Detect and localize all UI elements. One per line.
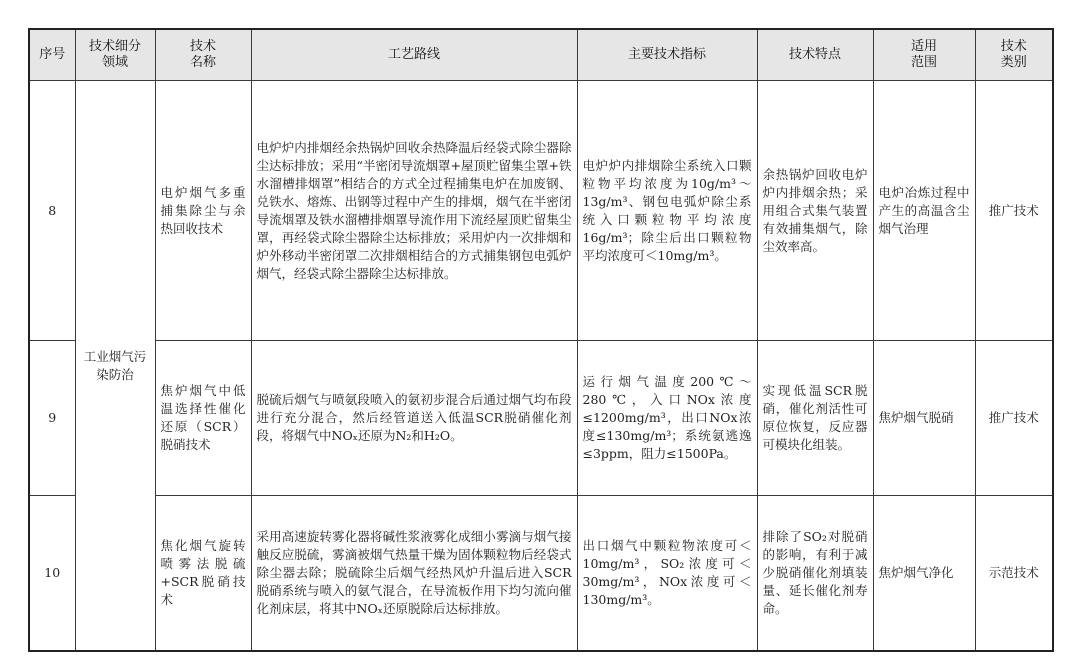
header-scope: 适用 范围 [873, 29, 975, 81]
cell-route: 采用高速旋转雾化器将碱性浆液雾化成细小雾滴与烟气接触反应脱硫，雾滴被烟气热量干燥为固体颗粒物后经袋式除尘器去除；脱硫除尘后烟气经热风炉升温后进入SCR脱硝系统与喷入的氨气混合，在导流板作用下均匀流向催化剂床层，将其中NOₓ还原脱除后达标排放。 [251, 496, 577, 652]
header-domain: 技术细分 领域 [75, 29, 155, 81]
cell-scope: 电炉冶炼过程中产生的高温含尘烟气治理 [873, 81, 975, 341]
cell-domain: 工业烟气污染防治 [75, 81, 155, 652]
cell-features: 排除了SO₂对脱硝的影响，有利于减少脱硝催化剂填装量、延长催化剂寿命。 [757, 496, 873, 652]
technology-table [28, 28, 1054, 652]
cell-seq: 9 [29, 341, 75, 496]
cell-type: 示范技术 [975, 496, 1053, 652]
cell-features: 实现低温SCR脱硝，催化剂活性可原位恢复，反应器可模块化组装。 [757, 341, 873, 496]
cell-indicators: 电炉炉内排烟除尘系统入口颗粒物平均浓度为10g/m³～13g/m³、钢包电弧炉除尘系统入口颗粒物平均浓度16g/m³；除尘后出口颗粒物平均浓度可＜10mg/m³。 [577, 81, 757, 341]
cell-scope: 焦炉烟气净化 [873, 496, 975, 652]
cell-seq: 10 [29, 496, 75, 652]
header-route: 工艺路线 [251, 29, 577, 81]
header-features: 技术特点 [757, 29, 873, 81]
header-type: 技术 类别 [975, 29, 1053, 81]
cell-indicators: 运行烟气温度200℃～280℃，入口NOx浓度≤1200mg/m³，出口NOx浓度≤130mg/m³；系统氨逃逸≤3ppm，阻力≤1500Pa。 [577, 341, 757, 496]
table-row [29, 496, 1053, 652]
cell-type: 推广技术 [975, 81, 1053, 341]
cell-name: 焦炉烟气中低温选择性催化还原（SCR）脱硝技术 [155, 341, 251, 496]
cell-name: 焦化烟气旋转喷雾法脱硫+SCR脱硝技术 [155, 496, 251, 652]
cell-indicators: 出口烟气中颗粒物浓度可＜10mg/m³，SO₂浓度可＜30mg/m³，NOx浓度可＜130mg/m³。 [577, 496, 757, 652]
cell-name: 电炉烟气多重捕集除尘与余热回收技术 [155, 81, 251, 341]
header-indicators: 主要技术指标 [577, 29, 757, 81]
cell-route: 电炉炉内排烟经余热锅炉回收余热降温后经袋式除尘器除尘达标排放；采用“半密闭导流烟罩+屋顶贮留集尘罩+铁水溜槽排烟罩”相结合的方式全过程捕集电炉在加废钢、兑铁水、熔炼、出钢等过程中产生的排烟，烟气在半密闭导流烟罩及铁水溜槽排烟罩导流作用下流经屋顶贮留集尘罩，再经袋式除尘器除尘达标排放；采用炉内一次排烟和炉外移动半密闭罩二次排烟相结合的方式捕集钢包电弧炉烟气，经袋式除尘器除尘达标排放。 [251, 81, 577, 341]
table-row [29, 341, 1053, 496]
cell-route: 脱硫后烟气与喷氨段喷入的氨初步混合后通过烟气均布段进行充分混合，然后经管道送入低温SCR脱硝催化剂段，将烟气中NOₓ还原为N₂和H₂O。 [251, 341, 577, 496]
header-row [29, 29, 1053, 81]
cell-scope: 焦炉烟气脱硝 [873, 341, 975, 496]
cell-seq: 8 [29, 81, 75, 341]
cell-features: 余热锅炉回收电炉炉内排烟余热；采用组合式集气装置有效捕集烟气，除尘效率高。 [757, 81, 873, 341]
header-name: 技术 名称 [155, 29, 251, 81]
header-seq: 序号 [29, 29, 75, 81]
table-row [29, 81, 1053, 341]
cell-type: 推广技术 [975, 341, 1053, 496]
technology-table-page [28, 28, 1052, 652]
